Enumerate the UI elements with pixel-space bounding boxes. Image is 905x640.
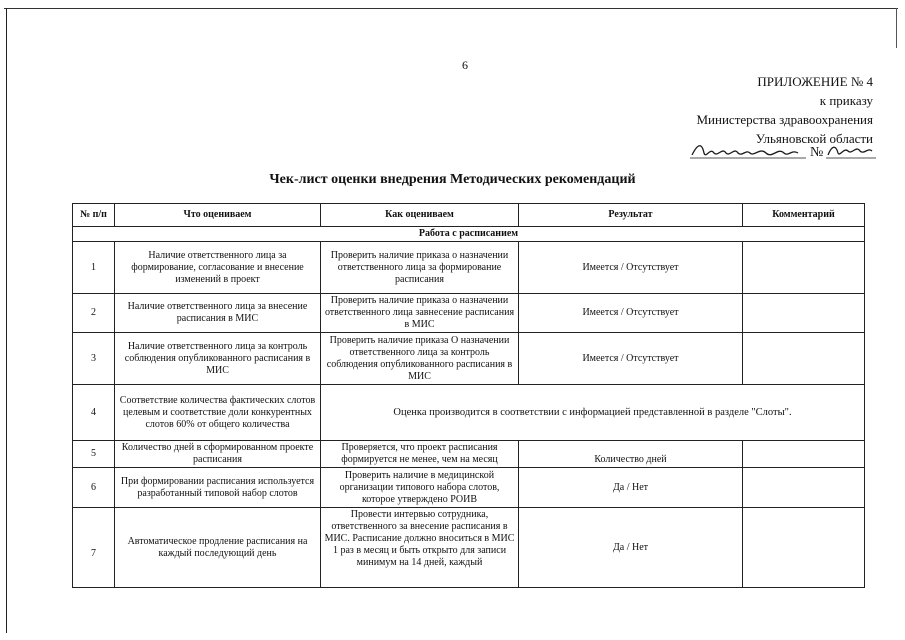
row-result: Да / Нет [519,508,743,588]
header-row [73,204,865,227]
row-result: Имеется / Отсутствует [519,294,743,333]
row-how: Проверить наличие приказа о назначении ответственного лица за формирование расписания [321,242,519,294]
document-title: Чек-лист оценки внедрения Методических рекомендаций [269,172,636,187]
row-num: 6 [73,468,115,508]
header-comment: Комментарий [743,204,865,227]
table-row [73,441,865,468]
appendix-line-2: к приказу [819,93,873,108]
row-what: При формировании расписания используется разработанный типовой набор слотов [115,468,321,508]
header-result: Результат [519,204,743,227]
row-num: 4 [73,385,115,441]
section-title: Работа с расписанием [73,227,865,242]
header-num: № п/п [73,204,115,227]
table-row [73,333,865,385]
row-how: Проверяется, что проект расписания формируется не менее, чем на месяц [321,441,519,468]
svg-text:№: № [810,145,824,160]
checklist-table [72,203,865,588]
table-row [73,294,865,333]
row-what: Наличие ответственного лица за внесение расписания в МИС [115,294,321,333]
row-how: Проверить наличие приказа о назначении ответственного лица завнесение расписания в МИС [321,294,519,333]
row-how: Проверить наличие приказа О назначении ответственного лица за контроль соблюдения опубликованного расписания в МИС [321,333,519,385]
appendix-line-3: Министерства здравоохранения [696,112,873,127]
appendix-line-4: Ульяновской области [755,131,873,146]
appendix-header [697,72,874,148]
scan-border-top [4,8,898,9]
section-row [73,227,865,242]
row-result: Количество дней [519,441,743,468]
row-merged-note: Оценка производится в соответствии с информацией представленной в разделе "Слоты". [321,385,865,441]
row-comment [743,468,865,508]
row-what: Наличие ответственного лица за формирование, согласование и внесение изменений в проект [115,242,321,294]
row-comment [743,294,865,333]
handwritten-date-number [688,139,878,163]
row-what: Соответствие количества фактических слотов целевым и соответствие доли конкурентных слотов 60% от общего количества [115,385,321,441]
table-row [73,385,865,441]
row-how: Провести интервью сотрудника, ответственного за внесение расписания в МИС. Расписание должно вноситься в МИС 1 раз в месяц и быть открыто для записи минимум на 14 дней, каждый [321,508,519,588]
row-result: Имеется / Отсутствует [519,333,743,385]
row-comment [743,508,865,588]
row-comment [743,242,865,294]
row-comment [743,441,865,468]
row-num: 2 [73,294,115,333]
row-what: Автоматическое продление расписания на каждый последующий день [115,508,321,588]
scan-border-right [896,8,897,48]
table-row [73,508,865,588]
row-what: Наличие ответственного лица за контроль соблюдения опубликованного расписания в МИС [115,333,321,385]
row-num: 7 [73,508,115,588]
row-num: 1 [73,242,115,294]
appendix-line-1: ПРИЛОЖЕНИЕ № 4 [757,74,873,89]
row-how: Проверить наличие в медицинской организации типового набора слотов, которое утверждено РОИВ [321,468,519,508]
row-result: Имеется / Отсутствует [519,242,743,294]
row-what: Количество дней в сформированном проекте расписания [115,441,321,468]
row-comment [743,333,865,385]
scan-border-left [6,8,7,633]
table-row [73,468,865,508]
row-result: Да / Нет [519,468,743,508]
row-num: 3 [73,333,115,385]
header-what: Что оцениваем [115,204,321,227]
header-how: Как оцениваем [321,204,519,227]
row-num: 5 [73,441,115,468]
page-number: 6 [462,58,468,72]
table-row [73,242,865,294]
